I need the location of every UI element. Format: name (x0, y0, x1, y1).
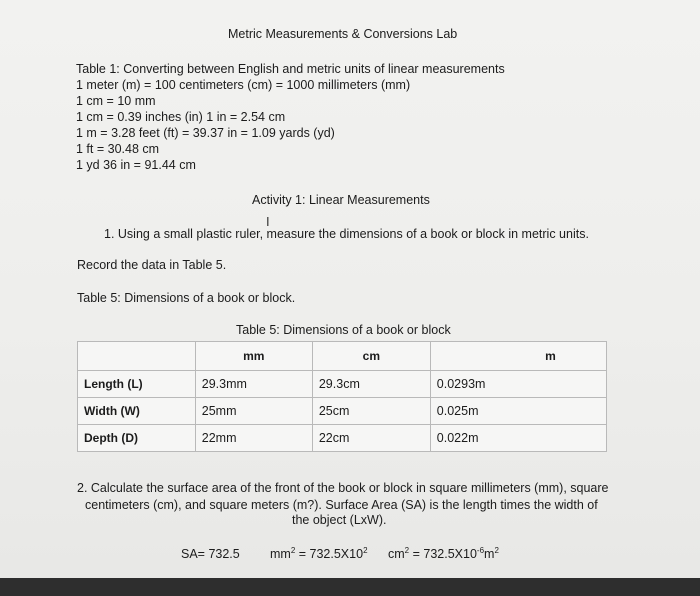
row-label: Length (L) (78, 371, 196, 398)
question-2-line-3: the object (LxW). (292, 513, 387, 527)
activity-title: Activity 1: Linear Measurements (252, 193, 430, 207)
cell-m[interactable]: 0.025m (430, 398, 606, 425)
mm2-label: mm (270, 547, 291, 561)
conversion-line: 1 m = 3.28 feet (ft) = 39.37 in = 1.09 yards (yd) (76, 126, 335, 140)
cell-cm[interactable]: 22cm (312, 425, 430, 452)
conversion-line: 1 yd 36 in = 91.44 cm (76, 158, 196, 172)
cell-cm[interactable]: 25cm (312, 398, 430, 425)
cell-mm[interactable]: 22mm (195, 425, 312, 452)
bottom-bar (0, 578, 700, 596)
surface-area-answer: SA= 732.5 (181, 547, 240, 561)
table-row (78, 398, 607, 425)
cm2-exponent: -6 (476, 545, 485, 555)
header-cm: cm (312, 342, 430, 371)
cm2-unit: m (484, 547, 495, 561)
table-label: Table 5: Dimensions of a book or block. (77, 291, 296, 305)
text-cursor-icon: I (266, 214, 270, 229)
cell-mm[interactable]: 25mm (195, 398, 312, 425)
cm2-value: = 732.5X10 (409, 547, 477, 561)
cell-mm[interactable]: 29.3mm (195, 371, 312, 398)
question-2-line-2: centimeters (cm), and square meters (m?). Surface Area (SA) is the length times the width of (85, 498, 598, 512)
mm2-answer: $mm^2 = 732.5X10^2$ (270, 545, 368, 561)
question-2-line-1: 2. Calculate the surface area of the front of the book or block in square millimeters (mm), square (77, 481, 609, 495)
table-header-row (78, 342, 607, 371)
conversion-line: 1 cm = 10 mm (76, 94, 156, 108)
page-title: Metric Measurements & Conversions Lab (228, 27, 458, 41)
header-empty (78, 342, 196, 371)
mm2-exponent: 2 (363, 545, 368, 555)
cm2-label: cm (388, 547, 405, 561)
step-1-text: 1. Using a small plastic ruler, measure the dimensions of a book or block in metric units. (104, 227, 589, 241)
table-caption: Table 5: Dimensions of a book or block (236, 323, 451, 337)
cell-cm[interactable]: 29.3cm (312, 371, 430, 398)
cm2-answer: $cm^2 = 732.5X10^{-6}m^2$ (388, 545, 499, 561)
header-mm: mm (195, 342, 312, 371)
header-m: m (430, 342, 606, 371)
row-label: Width (W) (78, 398, 196, 425)
mm2-value: = 732.5X10 (295, 547, 364, 561)
record-instruction: Record the data in Table 5. (77, 258, 227, 272)
table-row (78, 371, 607, 398)
conversion-heading: Table 1: Converting between English and metric units of linear measurements (76, 62, 505, 76)
row-label: Depth (D) (78, 425, 196, 452)
cell-m[interactable]: 0.0293m (430, 371, 606, 398)
table-row (78, 425, 607, 452)
dimensions-table (77, 341, 607, 452)
conversion-line: 1 cm = 0.39 inches (in) 1 in = 2.54 cm (76, 110, 286, 124)
conversion-line: 1 meter (m) = 100 centimeters (cm) = 1000 millimeters (mm) (76, 78, 411, 92)
cell-m[interactable]: 0.022m (430, 425, 606, 452)
conversion-line: 1 ft = 30.48 cm (76, 142, 160, 156)
